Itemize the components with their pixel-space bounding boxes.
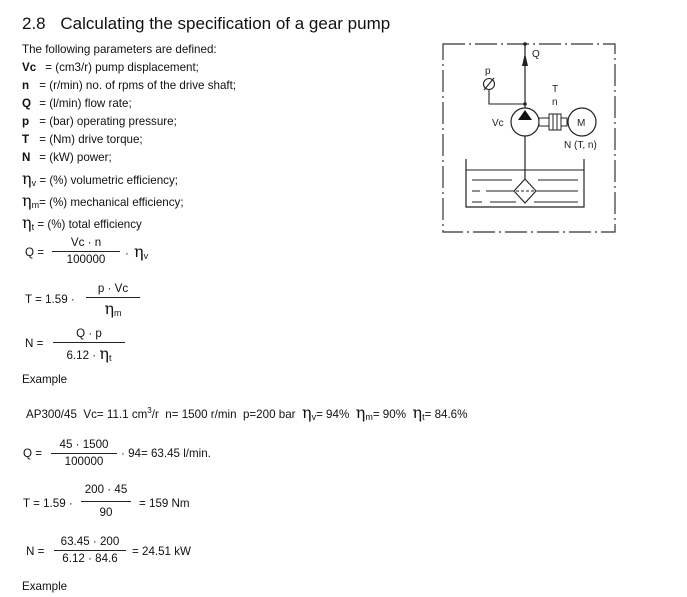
label-q: Q xyxy=(532,49,540,60)
fraction: 63.45 · 200 6.12 · 84.6 xyxy=(54,535,126,565)
label-power: N (T, n) xyxy=(564,140,597,151)
section-title-text: Calculating the specification of a gear pump xyxy=(60,14,391,33)
example-heading: Example xyxy=(22,373,68,386)
label-t: T xyxy=(552,84,559,95)
definition-q: Q = (l/min) flow rate; xyxy=(22,97,132,110)
definition-eta-v: $\eta_v$ = (%) volumetric efficiency; xyxy=(22,169,178,188)
definition-power: N = (kW) power; xyxy=(22,151,112,164)
definition-vc: Vc = (cm3/r) pump displacement; xyxy=(22,61,199,74)
definition-eta-t: $\eta_t$ = (%) total efficiency xyxy=(22,213,142,232)
fraction: Q · p $6.12 \cdot \eta_t$ xyxy=(53,327,125,363)
flow-arrow-icon xyxy=(522,53,528,66)
fraction: 45 · 1500 100000 xyxy=(51,438,117,468)
fraction: 200 · 45 90 xyxy=(81,483,131,519)
intro-text: The following parameters are defined: xyxy=(22,43,217,56)
label-p: p xyxy=(485,66,491,77)
definition-eta-m: $\eta_m=$ (%) mechanical efficiency; xyxy=(22,191,184,210)
example-parameters: AP300/45 Vc= 11.1 $cm^3/r$ n= 1500 r/min p=200 bar $\eta_v= 94\%$ $\eta_m= 90\%$ $\eta_t= 84.6\%$ xyxy=(26,403,468,422)
section-title xyxy=(22,14,390,34)
definition-n: n = (r/min) no. of rpms of the drive shaft; xyxy=(22,79,237,92)
definition-p: p = (bar) operating pressure; xyxy=(22,115,177,128)
junction-dot xyxy=(523,42,527,46)
boundary-frame xyxy=(443,44,615,232)
label-vc: Vc xyxy=(492,118,504,129)
label-m: M xyxy=(577,118,586,129)
fraction: Vc · n 100000 xyxy=(52,236,120,266)
fraction: p · Vc $\eta_m$ xyxy=(86,282,140,318)
label-n: n xyxy=(552,97,558,108)
example-heading-2: Example xyxy=(22,580,68,593)
section-number: 2.8 xyxy=(22,14,46,33)
coupling-icon xyxy=(549,114,561,130)
gear-pump-schematic xyxy=(436,36,626,240)
definition-t: T = (Nm) drive torque; xyxy=(22,133,143,146)
